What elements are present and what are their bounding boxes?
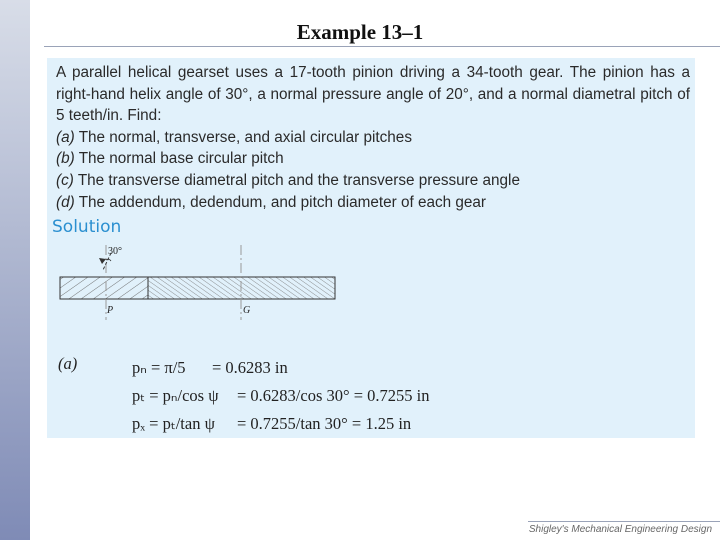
problem-item-label: (d): [56, 193, 75, 211]
pinion-face: [60, 277, 148, 299]
equation-normal-pitch-lhs: pₙ = π/5: [132, 358, 186, 377]
problem-item-text: The normal base circular pitch: [78, 150, 284, 168]
solution-heading: Solution: [52, 217, 122, 237]
equation-transverse-pitch-lhs: pₜ = pₙ/cos ψ: [132, 386, 219, 405]
problem-item-d: [56, 192, 690, 214]
slide-title: Example 13–1: [296, 20, 424, 44]
problem-item-text: The transverse diametral pitch and the transverse pressure angle: [77, 171, 520, 189]
equation-transverse-pitch-rhs: = 0.6283/cos 30° = 0.7255 in: [237, 386, 430, 405]
problem-item-label: (c): [56, 171, 74, 189]
problem-item-b: [56, 148, 690, 170]
problem-item-text: The addendum, dedendum, and pitch diameter of each gear: [78, 193, 487, 211]
equation-axial-pitch-lhs: pₓ = pₜ/tan ψ: [132, 414, 215, 433]
equation-normal-pitch-rhs: = 0.6283 in: [212, 358, 288, 377]
equation-axial-pitch-rhs: = 0.7255/tan 30° = 1.25 in: [237, 414, 412, 433]
part-a-label: (a): [58, 354, 78, 373]
gear-face-diagram: [55, 240, 345, 320]
problem-item-text: The normal, transverse, and axial circular pitches: [78, 128, 412, 146]
footer-citation: Shigley's Mechanical Engineering Design: [528, 524, 712, 535]
problem-item-label: (b): [56, 150, 75, 168]
problem-item-c: [56, 170, 690, 192]
gear-label: G: [243, 305, 251, 316]
left-accent-bar: [0, 0, 30, 540]
angle-arrowhead: [99, 258, 106, 264]
pinion-label: P: [107, 305, 114, 316]
title-divider: [44, 46, 720, 47]
footer-divider: [528, 521, 720, 522]
helix-angle-arc: [106, 259, 111, 261]
problem-statement-block: [56, 62, 690, 213]
problem-statement: A parallel helical gearset uses a 17-tooth pinion driving a 34-tooth gear. The pinion has a right-hand helix angle of 30°, a normal pressure angle of 20°, and a normal diametral pitch of 5 teeth/in. Find:: [56, 64, 690, 125]
problem-item-a: [56, 127, 690, 149]
helix-angle-label: 30°: [108, 246, 122, 257]
problem-item-label: (a): [56, 128, 75, 146]
